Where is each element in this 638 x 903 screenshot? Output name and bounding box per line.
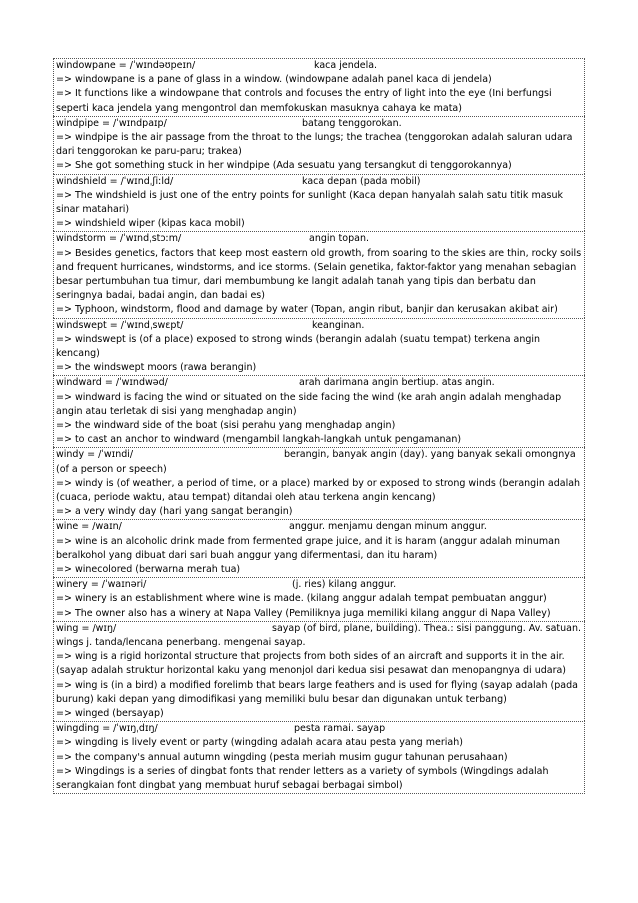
headword-translation: pesta ramai. sayap: [294, 723, 386, 735]
dictionary-entry: [53, 721, 585, 794]
entry-headword-row: [56, 175, 582, 189]
headword-pronunciation: winery = /ˈwaɪnəri/: [56, 579, 147, 591]
example-line: => windowpane is a pane of glass in a window. (windowpane adalah panel kaca di jendela): [56, 74, 492, 86]
example-line: => to cast an anchor to windward (mengambil langkah-langkah untuk pengamanan): [56, 434, 462, 446]
example-line: => winged (bersayap): [56, 707, 164, 719]
dictionary-entry: [53, 375, 585, 447]
headword-translation: keanginan.: [312, 319, 365, 331]
example-line: => a very windy day (hari yang sangat berangin): [56, 506, 293, 518]
headword-translation: kaca jendela.: [314, 60, 378, 71]
example-line: => the windward side of the boat (sisi perahu yang menghadap angin): [56, 419, 396, 431]
dictionary-entry: [53, 577, 585, 621]
example-line: => wing is a rigid horizontal structure that projects from both sides of an aircraft and supports it in the air. (sayap adalah struktur horizontal kaku yang menonjol dari kedua sisi pesawat dan menopangnya di udara): [56, 651, 567, 677]
example-line: => wing is (in a bird) a modified forelimb that bears large feathers and is used for flying (sayap adalah (pada burung) kaki depan yang dimodifikasi yang memiliki bulu besar dan digunakan untuk terbang): [56, 679, 578, 705]
entry-headword-row: [56, 319, 582, 333]
headword-translation: arah darimana angin bertiup. atas angin.: [299, 377, 495, 389]
headword-translation: berangin, banyak angin (day). yang banyak sekali omongnya: [284, 449, 576, 461]
entry-headword-row: [56, 722, 582, 736]
dictionary-entry: [53, 116, 585, 174]
example-line: => Typhoon, windstorm, flood and damage by water (Topan, angin ribut, banjir dan kerusakan akibat air): [56, 304, 558, 316]
example-line: => windswept is (of a place) exposed to strong winds (berangin adalah (suatu tempat) terkena angin kencang): [56, 333, 541, 359]
headword-pronunciation: windpipe = /ˈwɪndpaɪp/: [56, 117, 167, 129]
headword-pronunciation: windstorm = /ˈwɪndˌstɔːm/: [56, 233, 182, 245]
headword-translation: sayap (of bird, plane, building). Thea.: sisi panggung. Av. satuan.: [272, 622, 582, 634]
headword-translation: (j. ries) kilang anggur.: [292, 579, 397, 591]
example-line: => windy is (of weather, a period of time, or a place) marked by or exposed to strong winds (berangin adalah (cuaca, periode waktu, atau tempat) ditandai oleh atau terkena angin kencang): [56, 477, 581, 503]
headword-pronunciation: wingding = /ˈwɪŋˌdɪŋ/: [56, 723, 158, 735]
dictionary-entry: [53, 621, 585, 721]
example-line: => the company's annual autumn wingding (pesta meriah musim gugur tahunan perusahaan): [56, 751, 508, 763]
headword-translation: anggur. menjamu dengan minum anggur.: [289, 521, 487, 533]
example-line: => It functions like a windowpane that controls and focuses the entry of light into the eye (Ini berfungsi seperti kaca jendela yang mengontrol dan memfokuskan masuknya cahaya ke mata): [56, 88, 552, 114]
example-line: wings j. tanda/lencana penerbang. mengenai sayap.: [56, 636, 306, 648]
headword-pronunciation: windowpane = /ˈwɪndəʊpeɪn/: [56, 60, 196, 71]
headword-translation: angin topan.: [309, 233, 369, 245]
example-line: => The windshield is just one of the entry points for sunlight (Kaca depan hanyalah salah satu titik masuk sinar matahari): [56, 189, 564, 215]
headword-pronunciation: wine = /waɪn/: [56, 521, 122, 533]
dictionary-entry: [53, 447, 585, 519]
example-line: => windshield wiper (kipas kaca mobil): [56, 218, 245, 230]
example-line: => windward is facing the wind or situated on the side facing the wind (ke arah angin adalah menghadap angin atau terletak di sisi yang menghadap angin): [56, 391, 562, 417]
headword-translation: batang tenggorokan.: [302, 117, 402, 129]
entry-headword-row: [56, 622, 582, 636]
entry-headword-row: [56, 59, 582, 73]
example-line: => the windswept moors (rawa berangin): [56, 362, 257, 374]
entry-headword-row: [56, 232, 582, 246]
example-line: (of a person or speech): [56, 463, 167, 475]
dictionary-entry: [53, 58, 585, 116]
entry-headword-row: [56, 376, 582, 390]
dictionary-entry: [53, 519, 585, 577]
dictionary-entry: [53, 318, 585, 376]
example-line: => winecolored (berwarna merah tua): [56, 563, 241, 575]
example-line: => wine is an alcoholic drink made from fermented grape juice, and it is haram (anggur adalah minuman beralkohol yang dibuat dari sari buah anggur yang difermentasi, dan itu haram): [56, 535, 560, 561]
dictionary-entry: [53, 231, 585, 317]
headword-pronunciation: windy = /ˈwɪndi/: [56, 449, 134, 461]
entry-headword-row: [56, 578, 582, 592]
example-line: => Besides genetics, factors that keep most eastern old growth, from soaring to the skies are thin, rocky soils and frequent hurricanes, windstorms, and ice storms. (Selain genetika, faktor-faktor yang menahan sebagian besar pertumbuhan tua timur, dari membumbung ke langit adalah tanah yang tipis dan berbatu dan seringnya badai, badai angin, dan badai es): [56, 247, 582, 302]
dictionary-page: [53, 58, 585, 794]
headword-translation: kaca depan (pada mobil): [302, 175, 421, 187]
headword-pronunciation: wing = /wɪŋ/: [56, 622, 117, 634]
entry-headword-row: [56, 117, 582, 131]
example-line: => The owner also has a winery at Napa Valley (Pemiliknya juga memiliki kilang anggur di Napa Valley): [56, 607, 551, 619]
example-line: => wingding is lively event or party (wingding adalah acara atau pesta yang meriah): [56, 737, 463, 749]
headword-pronunciation: windswept = /ˈwɪndˌswɛpt/: [56, 319, 184, 331]
dictionary-entry: [53, 174, 585, 232]
example-line: => Wingdings is a series of dingbat fonts that render letters as a variety of symbols (Wingdings adalah serangkaian font dingbat yang membuat huruf sebagai berbagai simbol): [56, 765, 549, 791]
entry-headword-row: [56, 520, 582, 534]
headword-pronunciation: windward = /ˈwɪndwəd/: [56, 377, 168, 389]
example-line: => winery is an establishment where wine is made. (kilang anggur adalah tempat pembuatan anggur): [56, 593, 547, 605]
example-line: => She got something stuck in her windpipe (Ada sesuatu yang tersangkut di tenggorokannya): [56, 160, 512, 172]
entry-headword-row: [56, 448, 582, 462]
headword-pronunciation: windshield = /ˈwɪndˌʃiːld/: [56, 175, 174, 187]
example-line: => windpipe is the air passage from the throat to the lungs; the trachea (tenggorokan adalah saluran udara dari tenggorokan ke paru-paru; trakea): [56, 131, 573, 158]
